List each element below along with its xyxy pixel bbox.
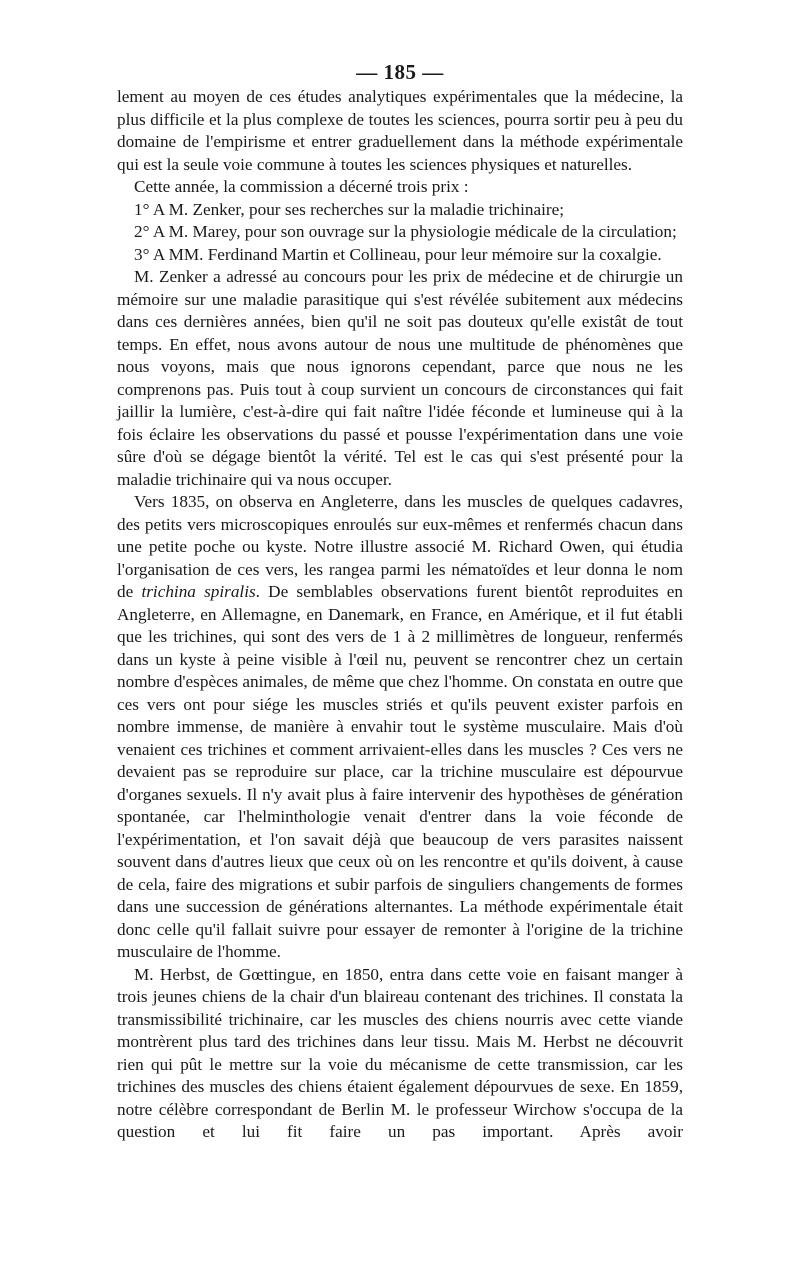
paragraph-zenker: M. Zenker a adressé au concours pour les prix de médecine et de chirurgie un mémoire sur une maladie parasitique qui s'est révélée subitement aux médecins dans ces dernières années, bien qu'il ne soit pas douteux qu'elle existât de tout temps. En effet, nous avons autour de nous une multitude de phénomènes que nous voyons, mais que nous ignorons cependant, parce que nous ne les comprenons pas. Puis tout à coup survient un concours de circonstances qui fait jaillir la lumière, c'est-à-dire qui fait naître l'idée féconde et lumineuse qui à la fois éclaire les observations du passé et pousse l'expérimentation dans une voie sûre d'où se dégage bientôt la vérité. Tel est le cas qui s'est présenté pour la maladie trichinaire qui va nous occuper. — [117, 267, 683, 489]
paragraph-intro: lement au moyen de ces études analytiques expérimentales que la médecine, la plus difficile et la plus complexe de toutes les sciences, pourra sortir peu à peu du domaine de l'empirisme et entrer graduellement dans la méthode expérimentale qui est la seule voie commune à toutes les sciences physiques et naturelles. — [117, 87, 683, 174]
paragraph-history-part2: . De semblables observations furent bientôt reproduites en Angleterre, en Allemagne, en Danemark, en France, en Amérique, et il fut établi que les trichines, qui sont des vers de 1 à 2 millimètres de longueur, renfermés dans un kyste à peine visible à l'œil nu, peuvent se rencontrer chez un certain nombre d'espèces animales, de même que chez l'homme. On constata en outre que ces vers ont pour siége les muscles striés et qu'ils peuvent exister parfois en nombre immense, de manière à envahir tout le système musculaire. Mais d'où venaient ces trichines et comment arrivaient-elles dans les muscles ? Ces vers ne devaient pas se reproduire sur place, car la trichine musculaire est dépourvue d'organes sexuels. Il n'y avait plus à faire intervenir des hypothèses de génération spontanée, car l'helminthologie venait d'entrer dans la voie féconde de l'expérimentation, et l'on savait déjà que beaucoup de vers parasites naissent souvent dans d'autres lieux que ceux où on les rencontre et qu'ils doivent, à cause de cela, faire des migrations et subir parfois de singuliers changements de formes dans une succession de générations alternantes. La méthode expérimentale était donc celle qu'il fallait suivre pour essayer de remonter à l'origine de la trichine musculaire de l'homme. — [117, 582, 684, 961]
paragraph-prize-3: 3° A MM. Ferdinand Martin et Collineau, pour leur mémoire sur la coxalgie. — [134, 244, 662, 264]
paragraph-history — [117, 491, 683, 964]
species-name: trichina spiralis — [141, 582, 256, 601]
paragraph-prizes-intro: Cette année, la commission a décerné trois prix : — [134, 177, 469, 196]
page-number: — 185 — — [356, 60, 444, 84]
body-text — [117, 86, 683, 1144]
paragraph-prize-1: 1° A M. Zenker, pour ses recherches sur la maladie trichinaire; — [134, 199, 564, 219]
paragraph-herbst: M. Herbst, de Gœttingue, en 1850, entra dans cette voie en faisant manger à trois jeunes chiens de la chair d'un blaireau contenant des trichines. Il constata la transmissibilité trichinaire, car les muscles des chiens nourris avec cette viande montrèrent plus tard des trichines dans leur tissu. Mais M. Herbst ne découvrit rien qui pût le mettre sur la voie du mécanisme de cette transmission, car les trichines des muscles des chiens étaient également dépourvues de sexe. En 1859, notre célèbre correspondant de Berlin M. le professeur Wirchow s'occupa de la question et lui fit faire un pas important. Après avoir — [117, 964, 683, 1141]
paragraph-history-part1: Vers 1835, on observa en Angleterre, dans les muscles de quelques cadavres, des petits vers microscopiques enroulés sur eux-mêmes et renfermés chacun dans une petite poche ou kyste. Notre illustre associé M. Richard Owen, qui étudia l'organisation de ces vers, les rangea parmi les nématoïdes et leur donna le nom de — [117, 492, 683, 601]
paragraph-prize-2: 2° A M. Marey, pour son ouvrage sur la physiologie médicale de la circulation; — [134, 222, 677, 241]
